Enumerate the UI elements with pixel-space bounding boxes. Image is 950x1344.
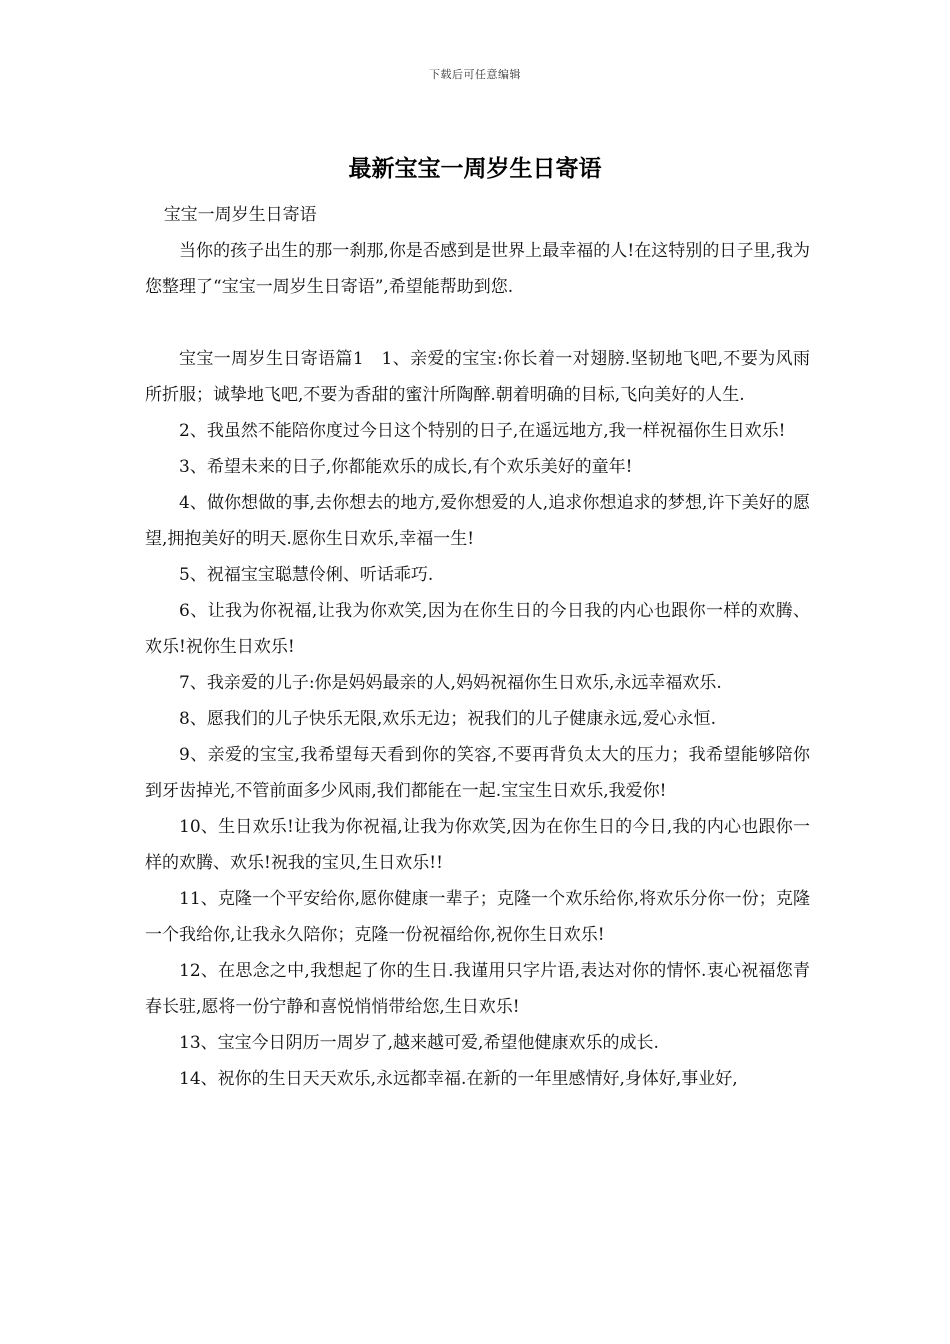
document-title: 最新宝宝一周岁生日寄语 bbox=[348, 155, 602, 182]
paragraph: 6、让我为你祝福,让我为你欢笑,因为在你生日的今日我的内心也跟你一样的欢腾、欢乐!祝你生日欢乐! bbox=[145, 601, 810, 657]
intro-paragraph: 当你的孩子出生的那一刹那,你是否感到是世界上最幸福的人!在这特别的日子里,我为您整理了“宝宝一周岁生日寄语”,希望能帮助到您. bbox=[145, 241, 810, 297]
document-body bbox=[145, 197, 810, 1097]
paragraph: 12、在思念之中,我想起了你的生日.我谨用只字片语,表达对你的情怀.衷心祝福您青春长驻,愿将一份宁静和喜悦悄悄带给您,生日欢乐! bbox=[145, 961, 810, 1017]
paragraph: 3、希望未来的日子,你都能欢乐的成长,有个欢乐美好的童年! bbox=[179, 457, 633, 477]
paragraph: 11、克隆一个平安给你,愿你健康一辈子；克隆一个欢乐给你,将欢乐分你一份；克隆一个我给你,让我永久陪你；克隆一份祝福给你,祝你生日欢乐! bbox=[145, 889, 810, 945]
paragraph: 13、宝宝今日阴历一周岁了,越来越可爱,希望他健康欢乐的成长. bbox=[179, 1033, 659, 1053]
paragraph: 9、亲爱的宝宝,我希望每天看到你的笑容,不要再背负太大的压力；我希望能够陪你到牙齿掉光,不管前面多少风雨,我们都能在一起.宝宝生日欢乐,我爱你! bbox=[145, 745, 810, 801]
paragraph: 宝宝一周岁生日寄语篇1 1、亲爱的宝宝:你长着一对翅膀.坚韧地飞吧,不要为风雨所折服；诚挚地飞吧,不要为香甜的蜜汁所陶醉.朝着明确的目标,飞向美好的人生. bbox=[145, 349, 810, 405]
document-subtitle: 宝宝一周岁生日寄语 bbox=[163, 205, 317, 225]
paragraph: 4、做你想做的事,去你想去的地方,爱你想爱的人,追求你想追求的梦想,许下美好的愿望,拥抱美好的明天.愿你生日欢乐,幸福一生! bbox=[145, 493, 810, 549]
paragraph: 8、愿我们的儿子快乐无限,欢乐无边；祝我们的儿子健康永远,爱心永恒. bbox=[179, 709, 717, 729]
paragraph-spacer bbox=[145, 305, 810, 341]
paragraph: 10、生日欢乐!让我为你祝福,让我为你欢笑,因为在你生日的今日,我的内心也跟你一样的欢腾、欢乐!祝我的宝贝,生日欢乐!! bbox=[145, 817, 810, 873]
paragraph: 5、祝福宝宝聪慧伶俐、听话乖巧. bbox=[179, 565, 434, 585]
header-note: 下载后可任意编辑 bbox=[429, 68, 521, 81]
paragraph: 2、我虽然不能陪你度过今日这个特别的日子,在遥远地方,我一样祝福你生日欢乐! bbox=[179, 421, 786, 441]
paragraph: 14、祝你的生日天天欢乐,永远都幸福.在新的一年里感情好,身体好,事业好, bbox=[179, 1069, 738, 1089]
paragraph: 7、我亲爱的儿子:你是妈妈最亲的人,妈妈祝福你生日欢乐,永远幸福欢乐. bbox=[179, 673, 722, 693]
